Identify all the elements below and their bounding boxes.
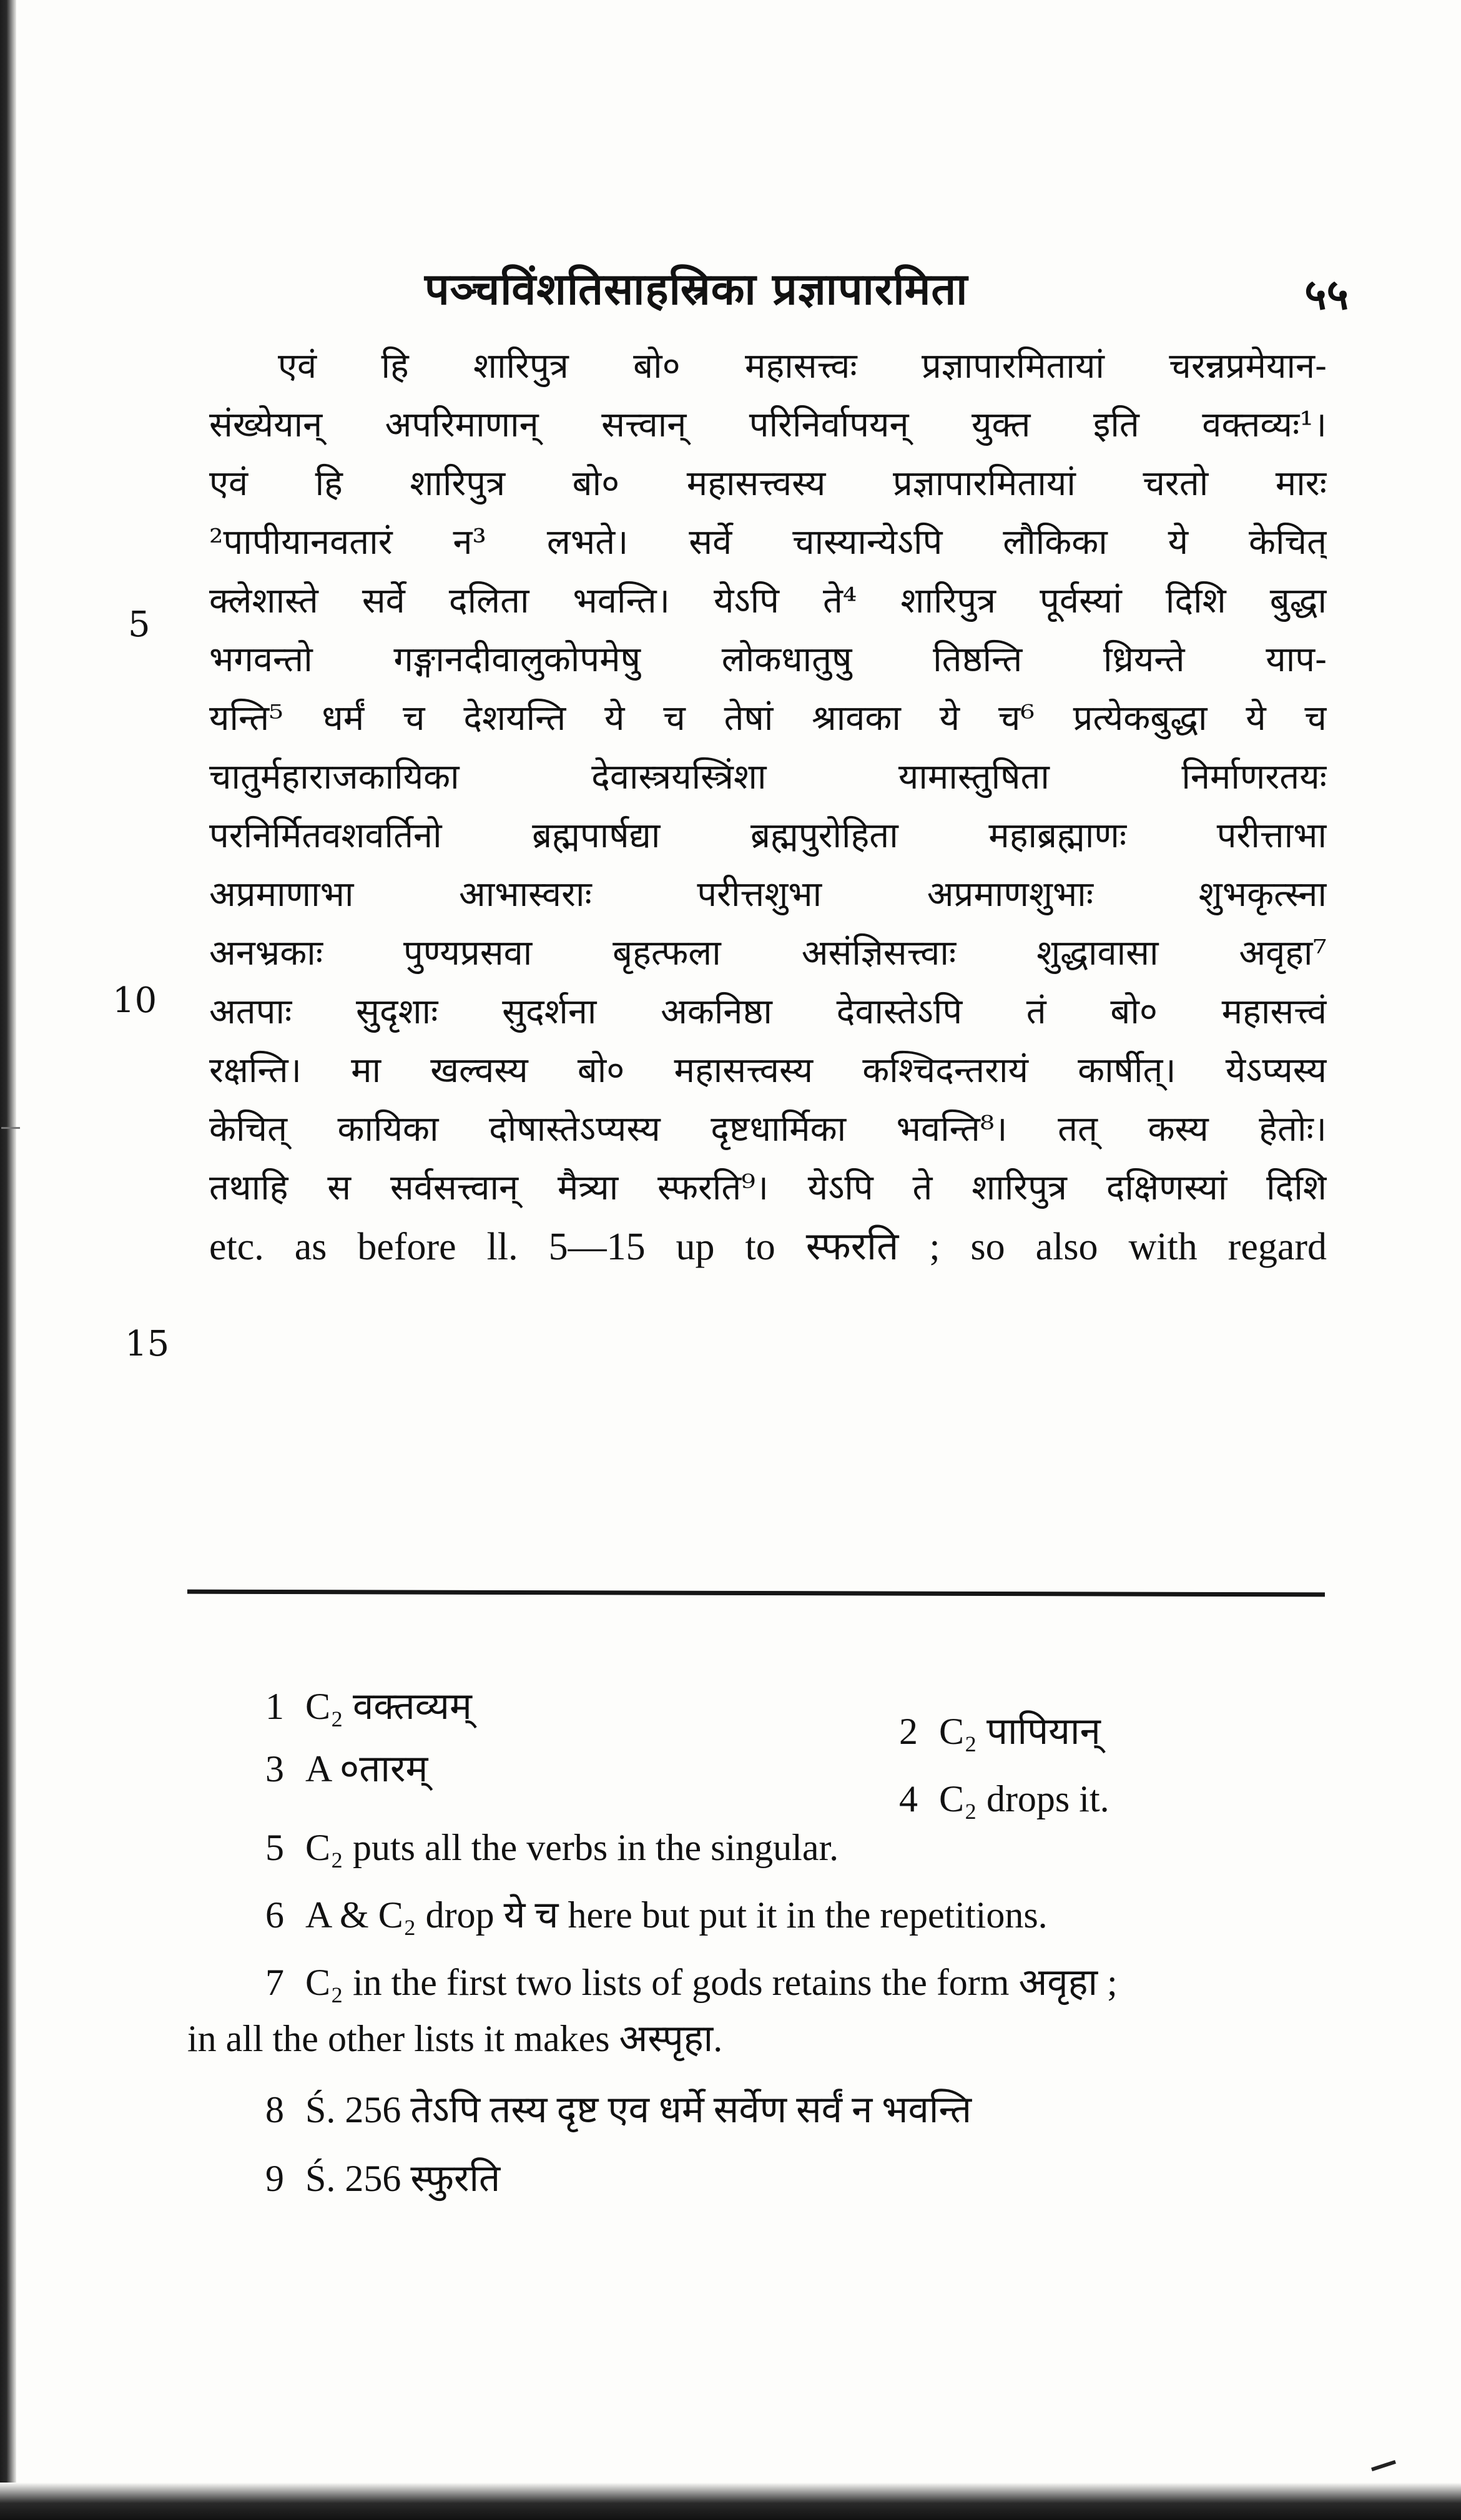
footnote-number: 4 (899, 1778, 918, 1819)
line-number: 15 (125, 1324, 170, 1364)
scan-margin-mark (1, 1127, 20, 1129)
text-line: केचित् कायिका दोषास्तेऽप्यस्य दृष्टधार्मिका भवन्ति⁸। तत् कस्य हेतोः। (209, 1109, 1327, 1149)
text-line: तथाहि स सर्वसत्त्वान् मैत्र्या स्फरति⁹। येऽपि ते शारिपुत्र दक्षिणस्यां दिशि (209, 1168, 1327, 1208)
footnote-text: C₂ drops it. (939, 1778, 1109, 1819)
text-line: परनिर्मितवशवर्तिनो ब्रह्मपार्षद्या ब्रह्मपुरोहिता महाब्रह्माणः परीत्ताभा (209, 815, 1327, 856)
footnote-2 (899, 1705, 1101, 1758)
text-line: एवं हि शारिपुत्र बो० महासत्त्वस्य प्रज्ञापारमितायां चरतो मारः (209, 463, 1327, 504)
footnote-8 (265, 2083, 972, 2137)
text-line: एवं हि शारिपुत्र बो० महासत्त्वः प्रज्ञापारमितायां चरन्नप्रमेयान- (278, 346, 1327, 386)
footnote-separator-rule (187, 1590, 1325, 1597)
footnote-number: 8 (265, 2089, 284, 2130)
line-number: 10 (112, 980, 157, 1021)
footnote-number: 5 (265, 1827, 284, 1868)
scan-stray-mark (1371, 2460, 1396, 2471)
footnote-9 (265, 2152, 500, 2205)
footnote-text: C₂ in the first two lists of gods retains the form अवृहा ; (305, 1962, 1118, 2003)
footnote-4 (899, 1772, 1109, 1826)
footnote-text: Ś. 256 तेऽपि तस्य दृष्ट एव धर्मे सर्वेण सर्वं न भवन्ति (305, 2089, 972, 2130)
footnote-text: C₂ पापियान् (939, 1711, 1101, 1752)
text-line: ²पापीयानवतारं न³ लभते। सर्वे चास्यान्येऽपि लौकिका ये केचित् (209, 522, 1327, 563)
page-number: ५५ (1304, 270, 1349, 320)
text-line: यन्ति⁵ धर्मं च देशयन्ति ये च तेषां श्रावका ये च⁶ प्रत्येकबुद्धा ये च (209, 698, 1327, 739)
footnote-number: 7 (265, 1962, 284, 2003)
footnote-number: 9 (265, 2158, 284, 2199)
text-line: संख्येयान् अपरिमाणान् सत्त्वान् परिनिर्वापयन् युक्त इति वक्तव्यः¹। (209, 405, 1327, 445)
text-line: चातुर्महाराजकायिका देवास्त्रयस्त्रिंशा यामास्तुषिता निर्माणरतयः (209, 757, 1327, 797)
footnote-7-continuation (187, 2012, 722, 2065)
scan-bottom-edge (0, 2483, 1461, 2520)
footnote-text: C₂ puts all the verbs in the singular. (305, 1827, 839, 1868)
footnote-number: 3 (265, 1748, 284, 1789)
footnote-number: 1 (265, 1686, 284, 1727)
text-line: अप्रमाणाभा आभास्वराः परीत्तशुभा अप्रमाणशुभाः शुभकृत्स्ना (209, 874, 1327, 915)
page-header (425, 257, 1374, 326)
footnote-number: 2 (899, 1711, 918, 1752)
text-line: अतपाः सुदृशाः सुदर्शना अकनिष्ठा देवास्तेऽपि तं बो० महासत्त्वं (209, 992, 1327, 1032)
footnote-5 (265, 1821, 839, 1874)
text-line: etc. as before ll. 5—15 up to स्फरति ; so also with regard (209, 1226, 1327, 1268)
footnote-6 (265, 1888, 1048, 1942)
line-number: 5 (128, 604, 150, 645)
footnote-text: C₂ वक्तव्यम् (305, 1686, 472, 1727)
footnote-text: in all the other lists it makes अस्पृहा. (187, 2018, 723, 2059)
scan-left-edge (0, 0, 16, 2520)
footnote-text: A ०तारम् (305, 1748, 428, 1789)
main-text-block (209, 337, 1327, 1276)
text-line: अनभ्रकाः पुण्यप्रसवा बृहत्फला असंज्ञिसत्त्वाः शुद्धावासा अवृहा⁷ (209, 933, 1327, 973)
footnote-1 (265, 1680, 472, 1733)
footnote-7 (265, 1956, 1118, 2009)
running-title: पञ्चविंशतिसाहस्रिका प्रज्ञापारमिता (425, 263, 968, 315)
footnote-3 (265, 1742, 428, 1796)
footnote-text: A & C₂ drop ये च here but put it in the repetitions. (305, 1894, 1048, 1936)
footnote-text: Ś. 256 स्फुरति (305, 2158, 501, 2199)
text-line: रक्षन्ति। मा खल्वस्य बो० महासत्त्वस्य कश्चिदन्तरायं कार्षीत्। येऽप्यस्य (209, 1050, 1327, 1091)
text-line: भगवन्तो गङ्गानदीवालुकोपमेषु लोकधातुषु तिष्ठन्ति ध्रियन्ते याप- (209, 639, 1327, 680)
text-line: क्लेशास्ते सर्वे दलिता भवन्ति। येऽपि ते⁴ शारिपुत्र पूर्वस्यां दिशि बुद्धा (209, 581, 1327, 621)
footnote-number: 6 (265, 1894, 284, 1936)
